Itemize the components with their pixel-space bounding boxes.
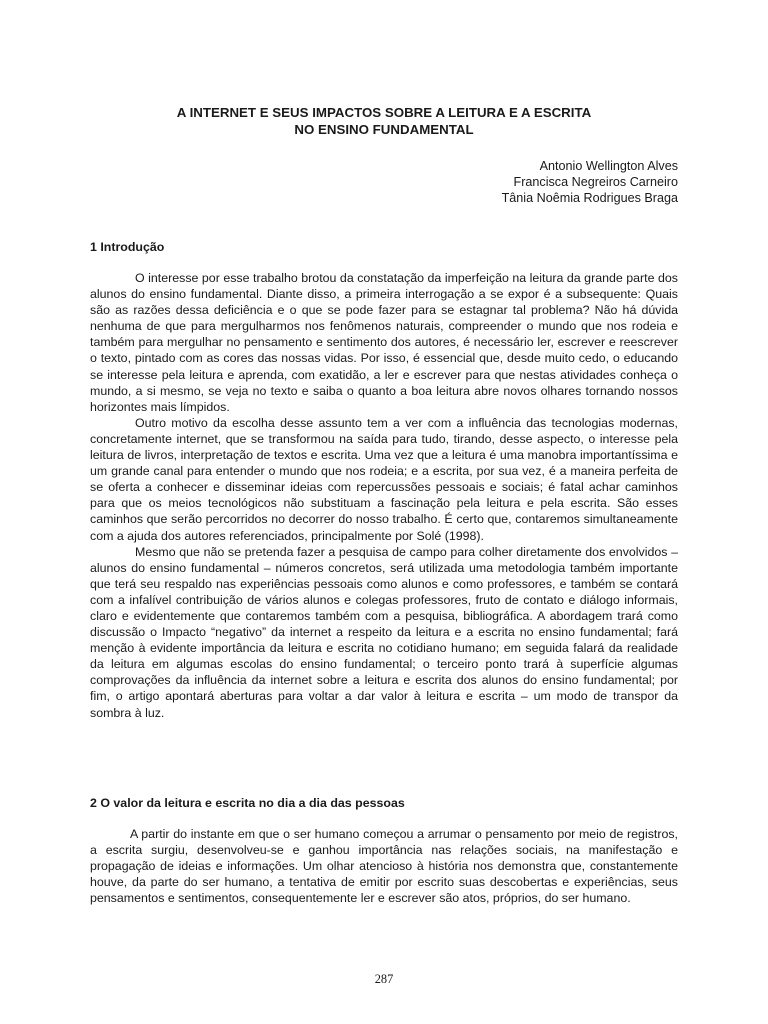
- author-name: Francisca Negreiros Carneiro: [513, 175, 678, 189]
- article-title: [90, 104, 678, 138]
- author-name: Antonio Wellington Alves: [539, 159, 678, 173]
- paragraph: Outro motivo da escolha desse assunto tem a ver com a influência das tecnologias modernas, concretamente internet, que se transformou na saída para tudo, tirando, desse aspecto, o interesse pela leitura de livros, interpretação de textos e escrita. Uma vez que a leitura é uma manobra importantíssima e um grande canal para entender o mundo que nos rodeia; e a escrita, por sua vez, é a maneira perfeita de se oferta a conhecer e disseminar ideias com repercussões pessoais e sociais; é fatal achar caminhos para que os meios tecnológicos não substituam a fascinação pela leitura e pela escrita. São esses caminhos que serão percorridos no decorrer do nosso trabalho. É certo que, contaremos simultaneamente com a ajuda dos autores referenciados, principalmente por Solé (1998).: [90, 415, 678, 543]
- author-name: Tânia Noêmia Rodrigues Braga: [501, 191, 678, 205]
- section-body-valor-leitura: [90, 826, 678, 906]
- paragraph: Mesmo que não se pretenda fazer a pesquisa de campo para colher diretamente dos envolvidos – alunos do ensino fundamental – números concretos, será utilizada uma metodologia também importante que terá seu respaldo nas experiências pessoais como alunos e como professores, e também se contará com a infalível contribuição de vários alunos e colegas professores, fruto de contato e diálogo informais, claro e evidentemente que contaremos também com a pesquisa, bibliográfica. A abordagem trará como discussão o Impacto “negativo” da internet a respeito da leitura e a escrita no ensino fundamental; fará menção à evidente importância da leitura e escrita no cotidiano humano; em seguida falará da realidade da leitura em algumas escolas do ensino fundamental; o terceiro ponto trará à superfície algumas comprovações da influência da internet sobre a leitura e escrita dos alunos do ensino fundamental; por fim, o artigo apontará aberturas para voltar a dar valor à leitura e escrita – um modo de transpor da sombra à luz.: [90, 544, 678, 720]
- section-body-introducao: [90, 270, 678, 721]
- page-number: 287: [374, 972, 394, 986]
- article-title-line-2: NO ENSINO FUNDAMENTAL: [294, 122, 474, 137]
- paragraph: O interesse por esse trabalho brotou da constatação da imperfeição na leitura da grande parte dos alunos do ensino fundamental. Diante disso, a primeira interrogação a se expor é a subsequente: Quais são as razões dessa deficiência e o que se pode fazer para se estagnar tal problema? Não há dúvida nenhuma de que para mergulharmos nos fenômenos naturais, compreender o mundo que nos rodeia e também para mergulhar no pensamento e sentimento dos autores, é necessário ler, escrever e reescrever o texto, pintado com as cores das nossas vidas. Por isso, é essencial que, desde muito cedo, o educando se interesse pela leitura e aprenda, com exatidão, a ler e escrever para que nestas atividades conheça o mundo, a si mesmo, se veja no texto e saiba o quanto a boa leitura abre novos olhares tornando nossos horizontes mais límpidos.: [90, 271, 678, 414]
- author-list: [278, 158, 678, 206]
- article-title-line-1: A INTERNET E SEUS IMPACTOS SOBRE A LEITURA E A ESCRITA: [176, 105, 592, 120]
- section-heading-valor-leitura: 2 O valor da leitura e escrita no dia a dia das pessoas: [90, 796, 405, 810]
- document-page: [90, 0, 678, 1024]
- section-heading-introducao: 1 Introdução: [90, 240, 165, 254]
- paragraph: A partir do instante em que o ser humano começou a arrumar o pensamento por meio de registros, a escrita surgiu, desenvolveu-se e ganhou importância nas relações sociais, na manifestação e propagação de ideias e informações. Um olhar atencioso à história nos demonstra que, constantemente houve, da parte do ser humano, a tentativa de emitir por escrito suas descobertas e experiências, seus pensamentos e sentimentos, consequentemente ler e escrever são atos, próprios, do ser humano.: [90, 827, 678, 906]
